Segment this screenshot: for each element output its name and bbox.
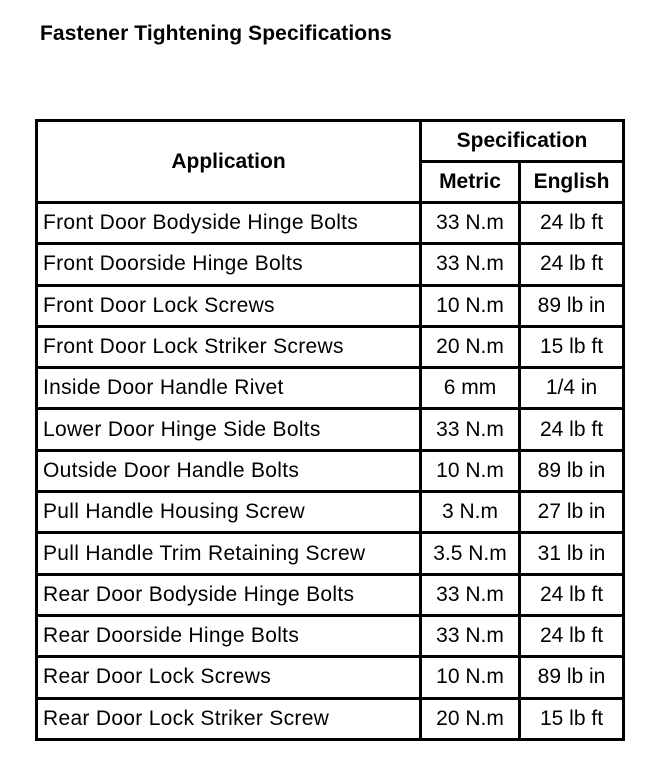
specification-header: Specification bbox=[422, 122, 622, 163]
table-row bbox=[38, 576, 622, 617]
table-row bbox=[38, 700, 622, 738]
metric-cell: 10 N.m bbox=[422, 658, 521, 699]
table-row bbox=[38, 493, 622, 534]
application-cell: Pull Handle Trim Retaining Screw bbox=[38, 534, 422, 575]
english-cell: 89 lb in bbox=[521, 658, 622, 699]
document-title: Fastener Tightening Specifications bbox=[40, 22, 392, 45]
metric-cell: 10 N.m bbox=[422, 287, 521, 328]
table-row bbox=[38, 204, 622, 245]
english-cell: 15 lb ft bbox=[539, 706, 604, 730]
application-cell: Front Door Lock Screws bbox=[38, 287, 422, 328]
english-cell: 24 lb ft bbox=[521, 617, 622, 658]
english-cell: 24 lb ft bbox=[521, 204, 622, 245]
application-cell: Rear Door Bodyside Hinge Bolts bbox=[38, 576, 422, 617]
english-cell: 31 lb in bbox=[521, 534, 622, 575]
table-row bbox=[38, 410, 622, 451]
application-cell: Front Doorside Hinge Bolts bbox=[38, 245, 422, 286]
application-cell: Front Door Bodyside Hinge Bolts bbox=[38, 204, 422, 245]
metric-cell: 10 N.m bbox=[422, 452, 521, 493]
application-cell: Pull Handle Housing Screw bbox=[38, 493, 422, 534]
metric-cell: 33 N.m bbox=[422, 410, 521, 451]
table-row bbox=[38, 328, 622, 369]
english-cell: 27 lb in bbox=[521, 493, 622, 534]
metric-cell: 33 N.m bbox=[422, 576, 521, 617]
english-header: English bbox=[521, 163, 622, 204]
table-row bbox=[38, 452, 622, 493]
metric-cell: 20 N.m bbox=[422, 328, 521, 369]
table-row bbox=[38, 287, 622, 328]
metric-cell: 6 mm bbox=[422, 369, 521, 410]
application-cell: Rear Door Lock Striker Screw bbox=[38, 700, 422, 738]
metric-header: Metric bbox=[422, 163, 521, 204]
metric-cell: 33 N.m bbox=[422, 245, 521, 286]
application-cell: Front Door Lock Striker Screws bbox=[38, 328, 422, 369]
table-row bbox=[38, 245, 622, 286]
english-cell: 24 lb ft bbox=[521, 245, 622, 286]
table-body bbox=[38, 204, 622, 738]
application-cell: Lower Door Hinge Side Bolts bbox=[38, 410, 422, 451]
application-cell: Rear Doorside Hinge Bolts bbox=[38, 617, 422, 658]
application-cell: Rear Door Lock Screws bbox=[38, 658, 422, 699]
metric-cell: 33 N.m bbox=[422, 617, 521, 658]
metric-cell: 33 N.m bbox=[422, 204, 521, 245]
table-row bbox=[38, 658, 622, 699]
table-row bbox=[38, 617, 622, 658]
english-cell: 89 lb in bbox=[521, 452, 622, 493]
metric-cell: 3.5 N.m bbox=[422, 534, 521, 575]
english-cell: 89 lb in bbox=[521, 287, 622, 328]
english-cell: 15 lb ft bbox=[521, 328, 622, 369]
english-cell: 24 lb ft bbox=[521, 410, 622, 451]
application-cell: Outside Door Handle Bolts bbox=[38, 452, 422, 493]
english-cell: 24 lb ft bbox=[521, 576, 622, 617]
fastener-spec-table bbox=[35, 119, 625, 741]
metric-cell: 3 N.m bbox=[422, 493, 521, 534]
application-header: Application bbox=[38, 122, 422, 204]
table-row bbox=[38, 534, 622, 575]
table-row bbox=[38, 369, 622, 410]
application-cell: Inside Door Handle Rivet bbox=[38, 369, 422, 410]
metric-cell: 20 N.m bbox=[422, 700, 521, 738]
english-cell: 1/4 in bbox=[521, 369, 622, 410]
